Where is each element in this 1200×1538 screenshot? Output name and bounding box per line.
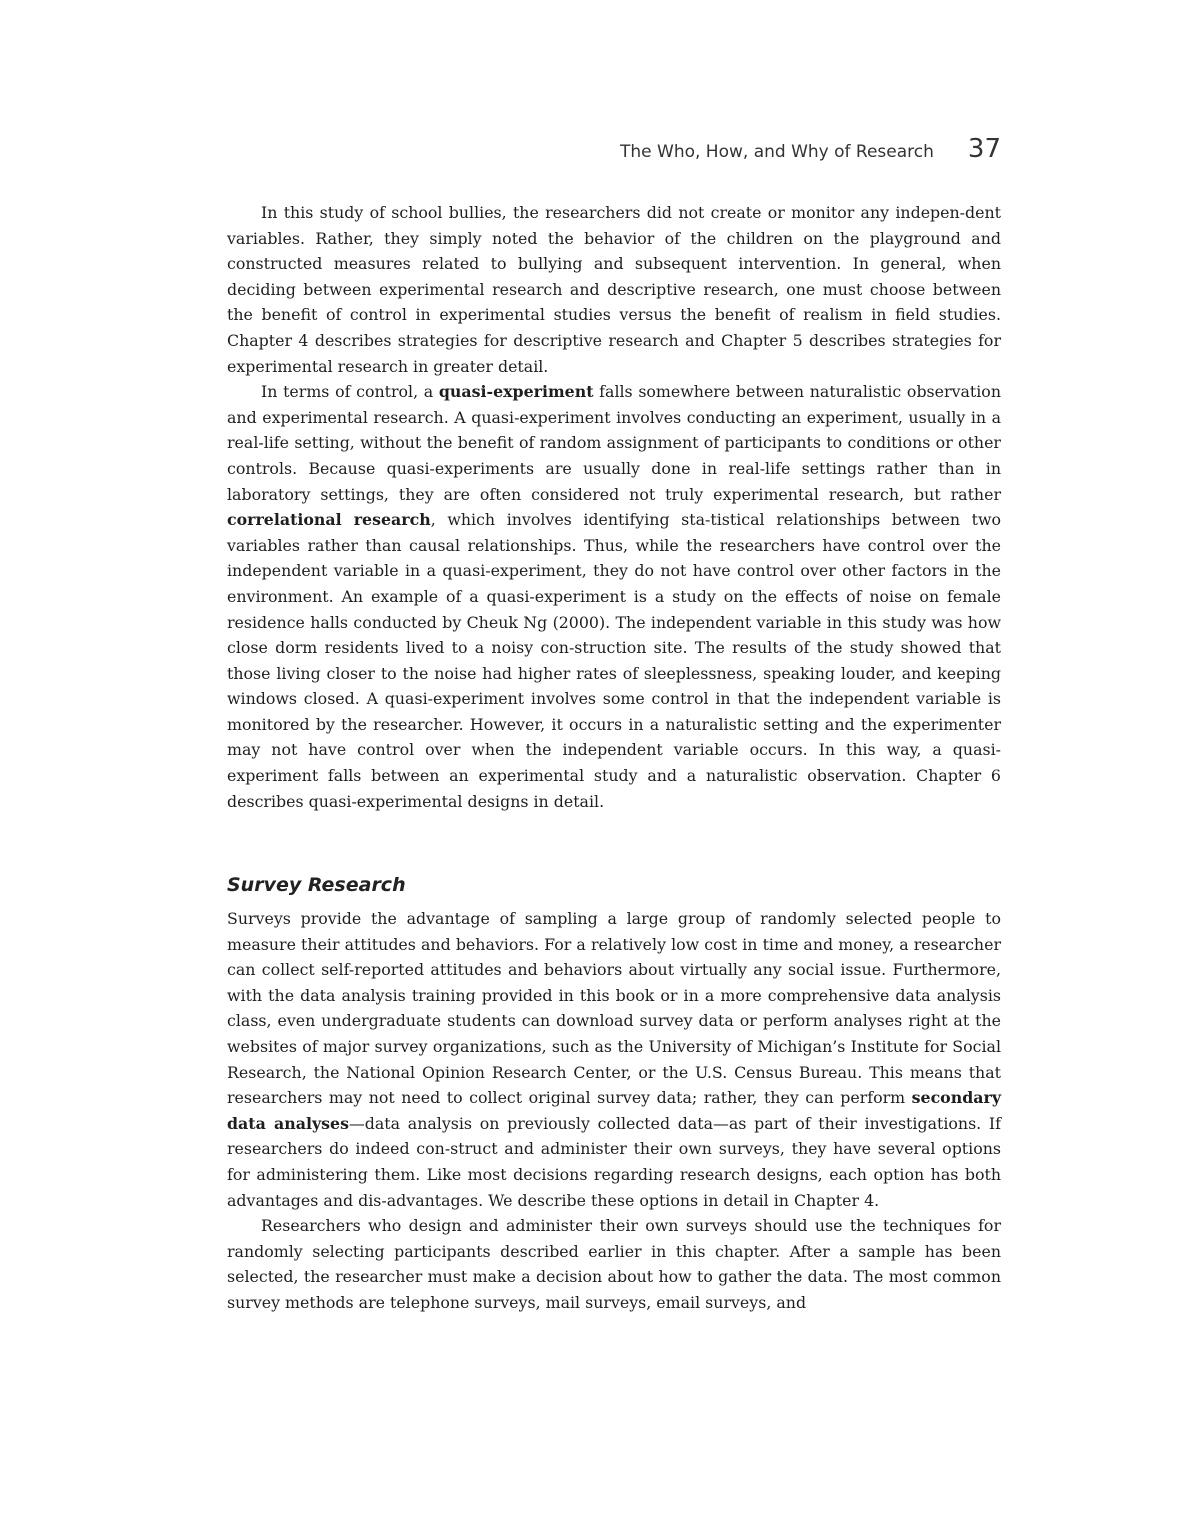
paragraph-surveys-advantage	[227, 906, 1001, 1213]
running-head-title: The Who, How, and Why of Research	[619, 142, 934, 162]
paragraph-text-part: Surveys provide the advantage of sampling a large group of randomly selected people to measure their attitudes and behaviors. For a relatively low cost in time and money, a researcher can collect self-reported attitudes and behaviors about virtually any social issue. Furthermore, with the data analysis training provided in this book or in a more comprehensive data analysis class, even undergraduate students can download survey data or perform analyses right at the websites of major survey organizations, such as the University of Michigan’s Institute for Social Research, the National Opinion Research Center, or the U.S. Census Bureau. This means that researchers may not need to collect original survey data; rather, they can perform	[227, 909, 1001, 1108]
section-heading: Survey Research	[227, 874, 406, 896]
paragraph-text: Researchers who design and administer their own surveys should use the techniques for randomly selecting participants described earlier in this chapter. After a sample has been selected, the researcher must make a decision about how to gather the data. The most common survey methods are telephone surveys, mail surveys, email surveys, and	[227, 1216, 1001, 1312]
paragraph-text: In this study of school bullies, the researchers did not create or monitor any indepen-dent variables. Rather, they simply noted the behavior of the children on the playground and constructed measures related to bullying and subsequent intervention. In general, when deciding between experimental research and descriptive research, one must choose between the benefit of control in experimental studies versus the benefit of realism in field studies. Chapter 4 describes strategies for descriptive research and Chapter 5 describes strategies for experimental research in greater detail.	[227, 203, 1001, 376]
paragraph-text-part: In terms of control, a	[261, 382, 439, 402]
paragraph-school-bullies	[227, 200, 1001, 379]
paragraph-quasi-experiment	[227, 379, 1001, 814]
running-head	[620, 134, 1001, 164]
paragraph-text-part: falls somewhere between naturalistic observation and experimental research. A quasi-experiment involves conducting an experiment, usually in a real-life setting, without the benefit of random assignment of participants to conditions or other controls. Because quasi-experiments are usually done in real-life settings rather than in laboratory settings, they are often considered not truly experimental research, but rather	[227, 382, 1001, 504]
key-term-secondary-data-analyses: secondary data analyses	[227, 1088, 1001, 1133]
key-term-correlational-research: correlational research	[227, 510, 431, 530]
paragraph-survey-methods	[227, 1213, 1001, 1315]
paragraph-text-part: —data analysis on previously collected data—as part of their investigations. If researchers do indeed con-struct and administer their own surveys, they have several options for administering them. Like most decisions regarding research designs, each option has both advantages and dis-advantages. We describe these options in detail in Chapter 4.	[227, 1113, 1001, 1210]
body-text-before-section	[227, 200, 1001, 814]
paragraph-text-part: , which involves identifying sta-tistical relationships between two variables rather than causal relationships. Thus, while the researchers have control over the independent variable in a quasi-experiment, they do not have control over other factors in the environment. An example of a quasi-experiment is a study on the effects of noise on female residence halls conducted by Cheuk Ng (2000). The independent variable in this study was how close dorm residents lived to a noisy con-struction site. The results of the study showed that those living closer to the noise had higher rates of sleeplessness, speaking louder, and keeping windows closed. A quasi-experiment involves some control in that the independent variable is monitored by the researcher. However, it occurs in a naturalistic setting and the experimenter may not have control over when the independent variable occurs. In this way, a quasi-experiment falls between an experimental study and a naturalistic observation. Chapter 6 describes quasi-experimental designs in detail.	[227, 510, 1001, 811]
key-term-quasi-experiment: quasi-experiment	[438, 382, 594, 402]
page-number: 37	[967, 134, 1001, 164]
body-text-survey-research	[227, 906, 1001, 1316]
